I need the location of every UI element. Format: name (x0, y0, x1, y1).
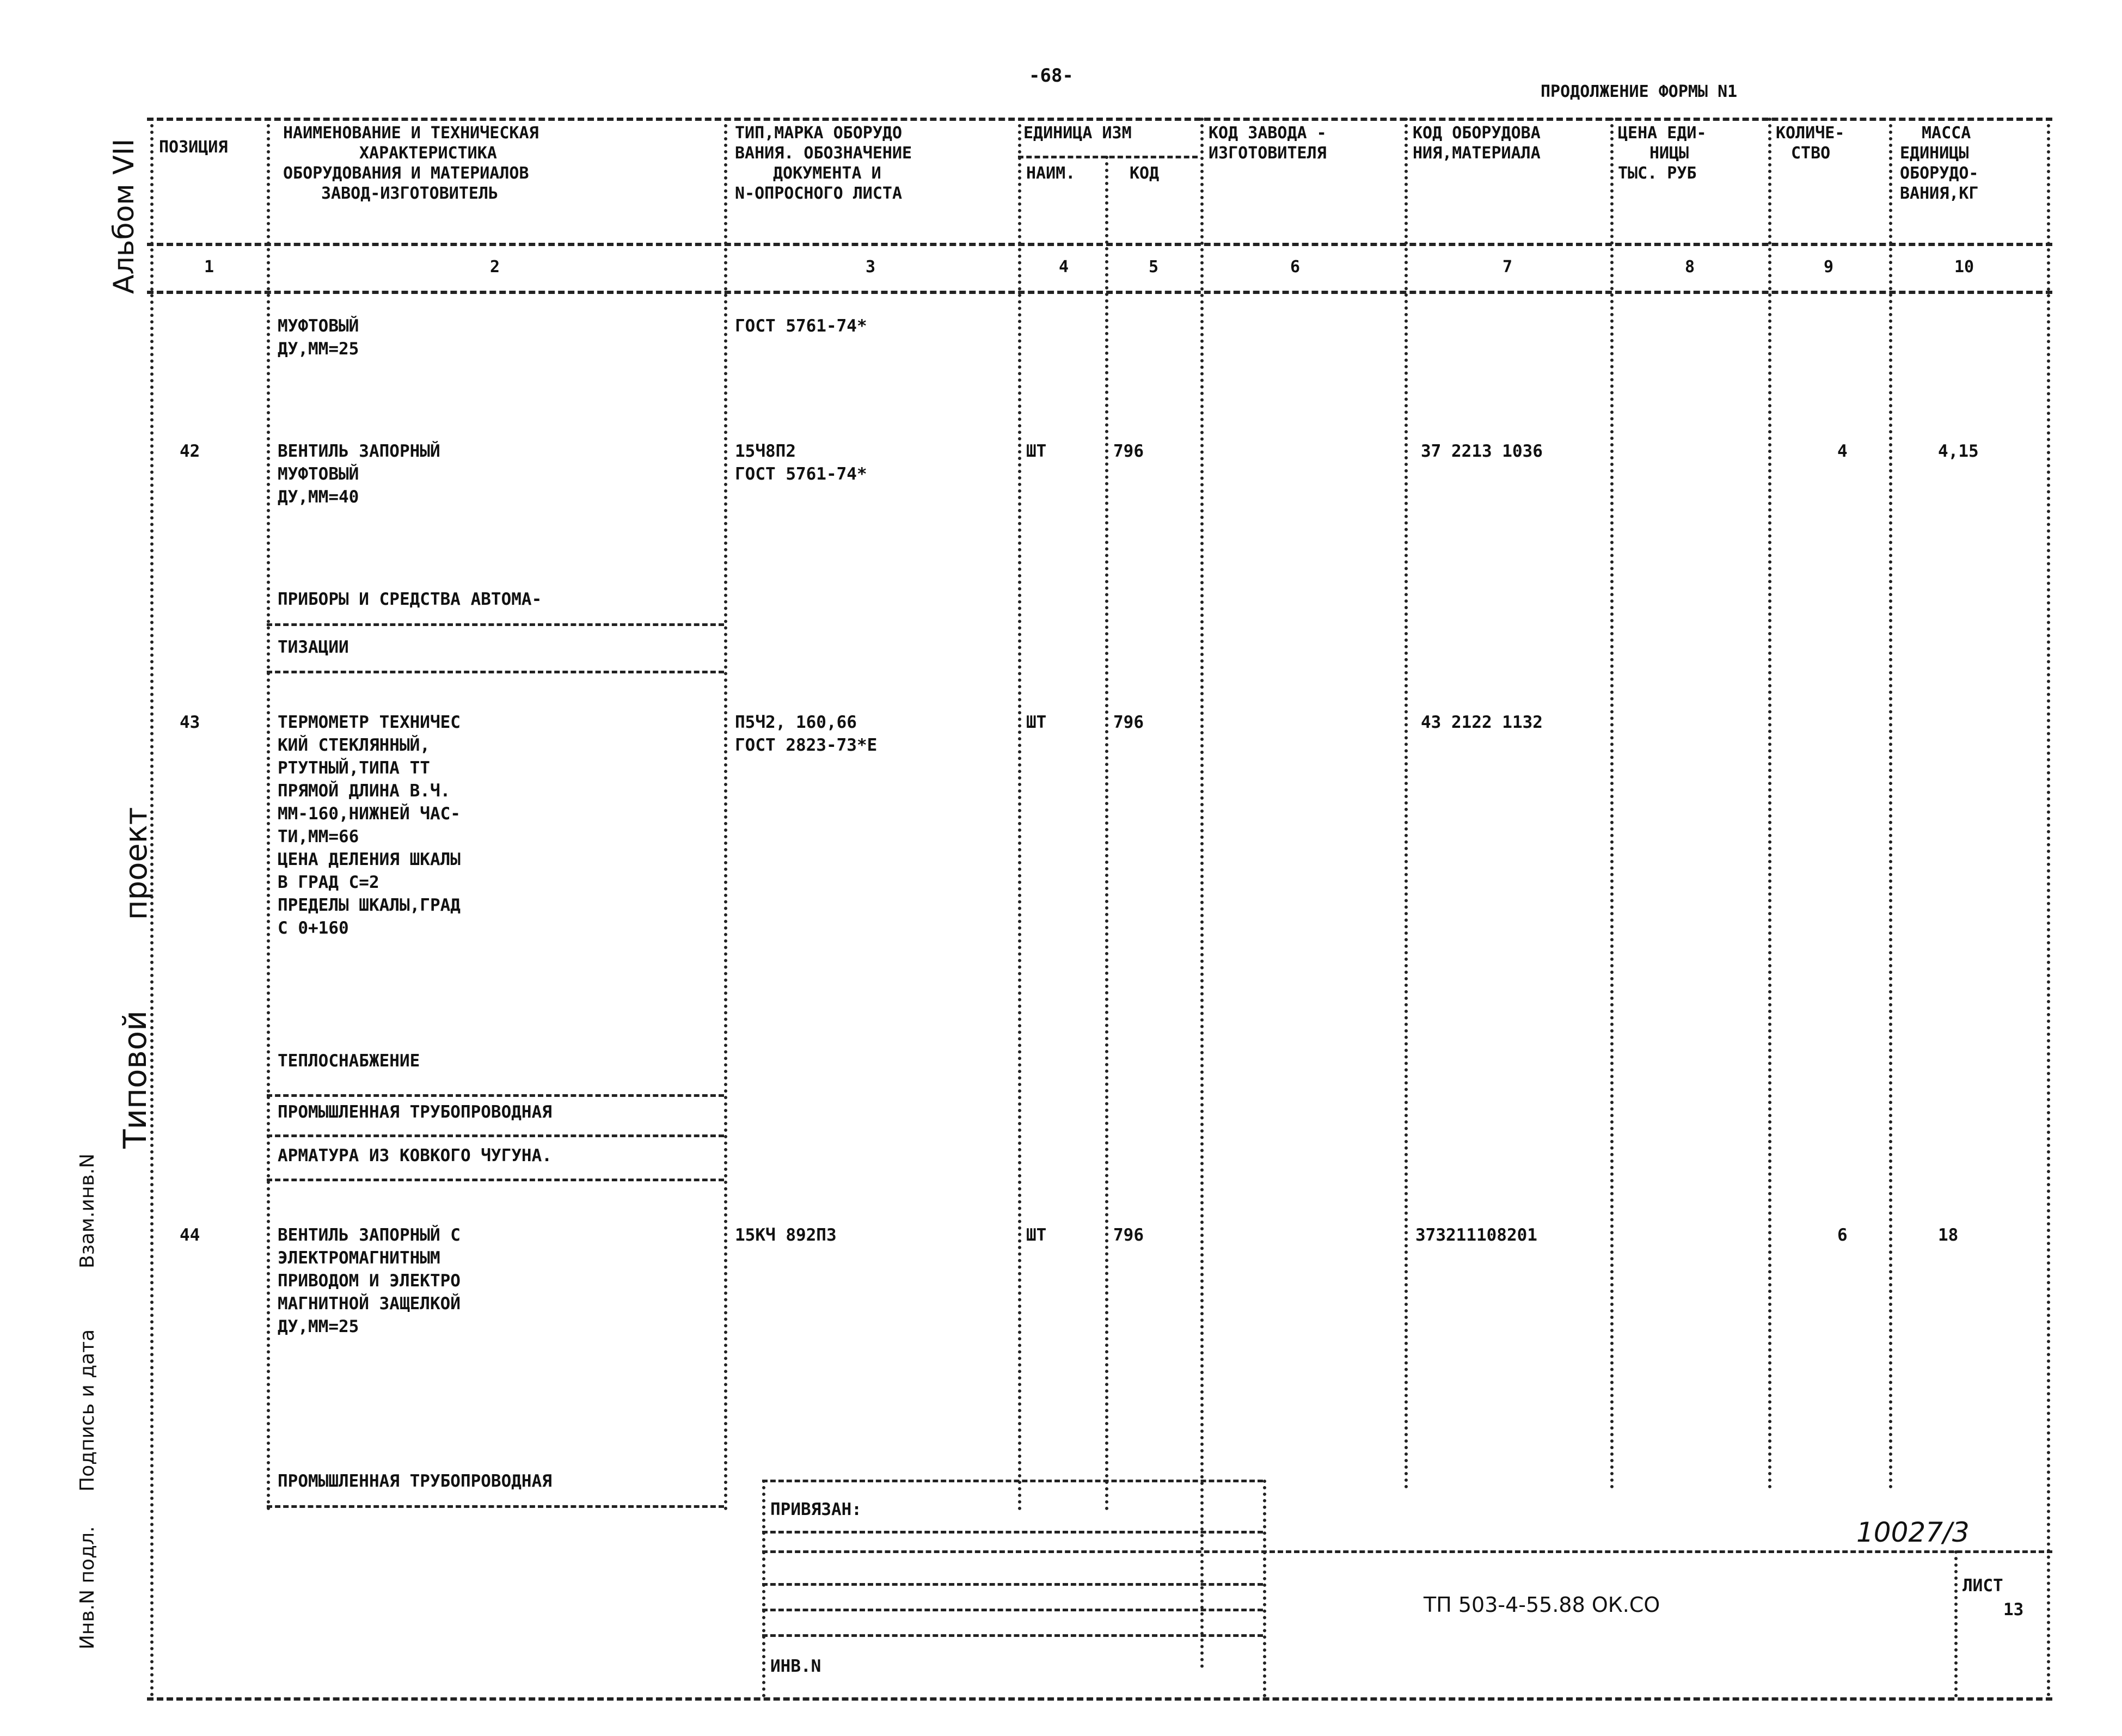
col-number: 8 (1685, 257, 1695, 277)
cell-name: ВЕНТИЛЬ ЗАПОРНЫЙ (278, 441, 440, 461)
col-number: 7 (1502, 257, 1513, 277)
cell-name: ЭЛЕКТРОМАГНИТНЫМ (278, 1248, 440, 1268)
cell-equip-code: 373211108201 (1415, 1225, 1537, 1245)
cell-name: МАГНИТНОЙ ЗАЩЕЛКОЙ (278, 1294, 461, 1314)
side-label-inv-podl: Инв.N подл. (76, 1526, 99, 1649)
col-number: 10 (1954, 257, 1974, 277)
cell-equip-code: 43 2122 1132 (1421, 713, 1543, 732)
table-bottom-rule (147, 1697, 2052, 1701)
header-position: ПОЗИЦИЯ (159, 138, 228, 157)
header-name-l1: НАИМЕНОВАНИЕ И ТЕХНИЧЕСКАЯ (283, 124, 539, 143)
header-type-l3: ДОКУМЕНТА И (773, 164, 881, 183)
header-mass-l2: ЕДИНИЦЫ (1900, 144, 1969, 163)
side-label-signature: Подпись и дата (76, 1329, 99, 1492)
section-rule (267, 623, 724, 626)
stamp-line (762, 1480, 765, 1697)
col-number: 4 (1059, 257, 1069, 277)
col-line (1889, 118, 1892, 1489)
handwritten-number: 10027/3 (1856, 1517, 1970, 1548)
cell-unit: ШТ (1026, 1225, 1047, 1245)
header-type-l1: ТИП,МАРКА ОБОРУДО (735, 124, 903, 143)
cell-type: 15Ч8П2 (735, 441, 796, 461)
col-number: 5 (1149, 257, 1159, 277)
header-price-l1: ЦЕНА ЕДИ- (1618, 124, 1707, 143)
cell-type: ГОСТ 5761-74* (735, 464, 867, 484)
stamp-rule (762, 1583, 1263, 1586)
section-rule (267, 1179, 724, 1181)
form-continuation: ПРОДОЛЖЕНИЕ ФОРМЫ N1 (1541, 82, 1738, 101)
cell-position: 44 (180, 1225, 200, 1245)
header-type-l2: ВАНИЯ. ОБОЗНАЧЕНИЕ (735, 144, 912, 163)
col-line (2047, 118, 2050, 1697)
header-unit-name: НАИМ. (1026, 164, 1076, 183)
header-qty-l1: КОЛИЧЕ- (1776, 124, 1845, 143)
cell-unit-code: 796 (1113, 713, 1144, 732)
cell-equip-code: 37 2213 1036 (1421, 441, 1543, 461)
cell-name: ДУ,ММ=25 (278, 339, 359, 359)
side-label-typical: Типовой (116, 1010, 154, 1149)
col-number: 9 (1824, 257, 1834, 277)
section-heading: ПРОМЫШЛЕННАЯ ТРУБОПРОВОДНАЯ (278, 1471, 552, 1491)
numbers-bottom-rule (147, 291, 2052, 294)
header-type-l4: N-ОПРОСНОГО ЛИСТА (735, 184, 903, 203)
col-number: 6 (1290, 257, 1301, 277)
stamp-rule (762, 1609, 1263, 1611)
cell-unit: ШТ (1026, 441, 1047, 461)
section-rule (267, 1505, 724, 1508)
cell-type: ГОСТ 2823-73*Е (735, 735, 878, 755)
header-name-l4: ЗАВОД-ИЗГОТОВИТЕЛЬ (321, 184, 499, 203)
cell-type: ГОСТ 5761-74* (735, 316, 867, 336)
header-price-l2: НИЦЫ (1649, 144, 1689, 163)
col-number: 2 (490, 257, 500, 277)
cell-position: 42 (180, 441, 200, 461)
col-line (150, 118, 154, 1697)
cell-type: П5Ч2, 160,66 (735, 713, 857, 732)
cell-unit: ШТ (1026, 713, 1047, 732)
cell-name: ЦЕНА ДЕЛЕНИЯ ШКАЛЫ (278, 850, 461, 869)
cell-unit-code: 796 (1113, 441, 1144, 461)
cell-qty: 4 (1837, 441, 1848, 461)
section-rule (267, 1094, 724, 1097)
cell-name: ВЕНТИЛЬ ЗАПОРНЫЙ С (278, 1225, 461, 1245)
side-label-album: Альбом VII (108, 138, 140, 294)
side-label-inv-vzam: Взам.инв.N (76, 1153, 99, 1268)
header-qty-l2: СТВО (1791, 144, 1831, 163)
col-line (1018, 118, 1021, 1511)
header-name-l2: ХАРАКТЕРИСТИКА (359, 144, 497, 163)
cell-name: МУФТОВЫЙ (278, 316, 359, 336)
cell-name: ММ-160,НИЖНЕЙ ЧАС- (278, 804, 461, 824)
section-heading: ПРОМЫШЛЕННАЯ ТРУБОПРОВОДНАЯ (278, 1102, 552, 1122)
cell-name: ТЕРМОМЕТР ТЕХНИЧЕС (278, 713, 461, 732)
col-line (1768, 118, 1771, 1489)
header-bottom-rule (147, 243, 2052, 246)
cell-name: ПРИВОДОМ И ЭЛЕКТРО (278, 1271, 461, 1291)
header-factory-code-l1: КОД ЗАВОДА - (1209, 124, 1327, 143)
header-mass-l4: ВАНИЯ,КГ (1900, 184, 1979, 203)
cell-name: МУФТОВЫЙ (278, 464, 359, 484)
section-heading: АРМАТУРА ИЗ КОВКОГО ЧУГУНА. (278, 1146, 552, 1165)
section-heading: ТИЗАЦИИ (278, 637, 349, 657)
stamp-rule (762, 1634, 1263, 1637)
col-line (1200, 118, 1204, 1669)
cell-mass: 4,15 (1938, 441, 1979, 461)
stamp-doc-code: ТП 503-4-55.88 ОК.СО (1424, 1593, 1660, 1617)
stamp-linked: ПРИВЯЗАН: (770, 1500, 862, 1519)
col-line (724, 118, 727, 1511)
stamp-rule (762, 1550, 2052, 1553)
cell-name: ДУ,ММ=25 (278, 1317, 359, 1336)
cell-name: ПРЯМОЙ ДЛИНА В.Ч. (278, 781, 451, 801)
section-rule (267, 671, 724, 673)
stamp-rule (762, 1531, 1263, 1533)
header-price-l3: ТЫС. РУБ (1618, 164, 1697, 183)
stamp-line (1954, 1550, 1958, 1697)
section-heading: ТЕПЛОСНАБЖЕНИЕ (278, 1051, 420, 1071)
header-unit: ЕДИНИЦА ИЗМ (1023, 124, 1132, 143)
stamp-sheet-label: ЛИСТ (1962, 1576, 2003, 1596)
cell-name: КИЙ СТЕКЛЯННЫЙ, (278, 735, 430, 755)
header-factory-code-l2: ИЗГОТОВИТЕЛЯ (1209, 144, 1327, 163)
stamp-sheet-number: 13 (2003, 1600, 2024, 1620)
cell-name: В ГРАД С=2 (278, 873, 379, 892)
header-equip-code-l1: КОД ОБОРУДОВА (1413, 124, 1541, 143)
col-line (1610, 118, 1614, 1489)
header-unit-code: КОД (1130, 164, 1160, 183)
cell-mass: 18 (1938, 1225, 1959, 1245)
header-name-l3: ОБОРУДОВАНИЯ И МАТЕРИАЛОВ (283, 164, 529, 183)
cell-unit-code: 796 (1113, 1225, 1144, 1245)
page-number: -68- (1029, 65, 1074, 87)
cell-name: ДУ,ММ=40 (278, 487, 359, 507)
cell-type: 15КЧ 892П3 (735, 1225, 837, 1245)
side-label-project: проект (119, 807, 154, 920)
header-mass-l3: ОБОРУДО- (1900, 164, 1979, 183)
stamp-line (1263, 1480, 1266, 1697)
cell-qty: 6 (1837, 1225, 1848, 1245)
cell-name: С 0+160 (278, 918, 349, 938)
section-rule (267, 1134, 724, 1137)
col-line (267, 118, 270, 1511)
section-heading: ПРИБОРЫ И СРЕДСТВА АВТОМА- (278, 590, 542, 609)
header-equip-code-l2: НИЯ,МАТЕРИАЛА (1413, 144, 1541, 163)
header-mass-l1: МАССА (1922, 124, 1971, 143)
col-line (1405, 118, 1408, 1489)
cell-name: ПРЕДЕЛЫ ШКАЛЫ,ГРАД (278, 895, 461, 915)
cell-position: 43 (180, 713, 200, 732)
col-line (1105, 156, 1108, 1511)
stamp-rule (762, 1480, 1263, 1482)
col-number: 3 (866, 257, 876, 277)
stamp-inv: ИНВ.N (770, 1657, 821, 1676)
col-number: 1 (204, 257, 214, 277)
cell-name: РТУТНЫЙ,ТИПА ТТ (278, 758, 430, 778)
cell-name: ТИ,ММ=66 (278, 827, 359, 846)
table-top-rule (147, 118, 2052, 121)
